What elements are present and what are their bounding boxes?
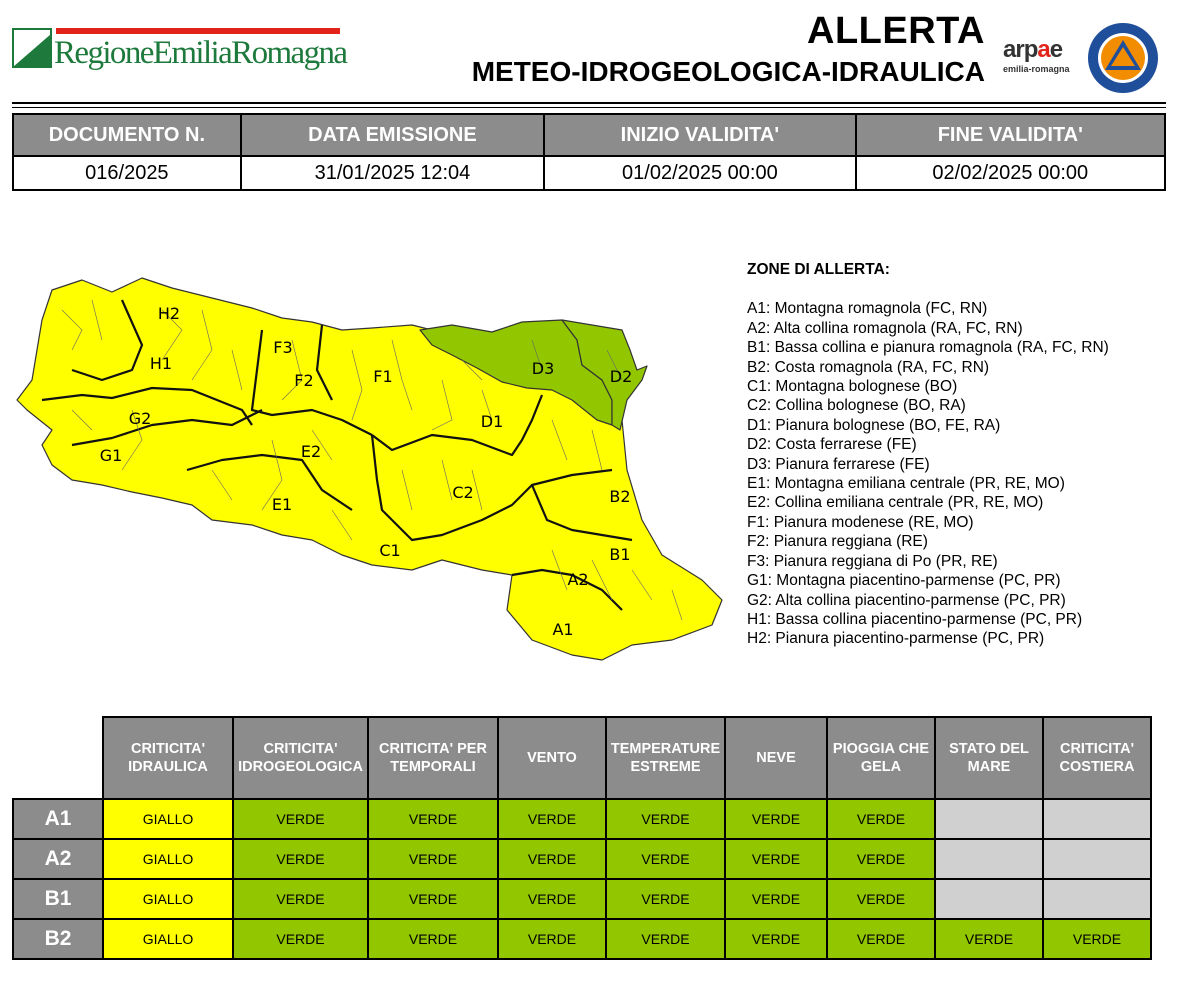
zone-label-g1: G1 — [99, 446, 123, 465]
zone-label-a1: A1 — [552, 620, 574, 639]
risk-header-blank — [13, 717, 103, 799]
zone-label-e2: E2 — [300, 442, 322, 461]
risk-level-cell: VERDE — [498, 839, 606, 879]
risk-level-cell: GIALLO — [103, 799, 233, 839]
document-number: 016/2025 — [13, 156, 241, 190]
risk-level-cell: VERDE — [935, 919, 1043, 959]
legend-item: C2: Collina bolognese (BO, RA) — [747, 397, 966, 415]
logo-wordmark: RegioneEmiliaRomagna — [54, 35, 347, 71]
emission-date: 31/01/2025 12:04 — [241, 156, 544, 190]
legend-item: D1: Pianura bolognese (BO, FE, RA) — [747, 416, 1001, 434]
legend-item: D2: Costa ferrarese (FE) — [747, 436, 917, 454]
risk-level-cell: VERDE — [368, 919, 498, 959]
risk-level-cell: GIALLO — [103, 919, 233, 959]
info-header-cell: FINE VALIDITA' — [856, 114, 1165, 156]
risk-level-cell: VERDE — [498, 919, 606, 959]
arpae-wordmark: arpae — [1003, 36, 1063, 63]
zone-label-f2: F2 — [294, 371, 314, 390]
legend-item: F2: Pianura reggiana (RE) — [747, 533, 928, 551]
legend-item: A2: Alta collina romagnola (RA, FC, RN) — [747, 319, 1023, 337]
risk-level-cell: VERDE — [1043, 919, 1151, 959]
legend-item: B1: Bassa collina e pianura romagnola (RA, FC, RN) — [747, 339, 1109, 357]
risk-level-cell — [1043, 839, 1151, 879]
zone-label-d3: D3 — [531, 359, 555, 378]
legend-item: G1: Montagna piacentino-parmense (PC, PR) — [747, 572, 1061, 590]
zone-label-a2: A2 — [567, 570, 589, 589]
legend-item: H1: Bassa collina piacentino-parmense (PC, PR) — [747, 610, 1083, 628]
legend-item: F3: Pianura reggiana di Po (PR, RE) — [747, 552, 998, 570]
risk-row-a2 — [13, 839, 1151, 879]
arpae-subtitle: emilia-romagna — [1003, 64, 1070, 74]
risk-level-cell: VERDE — [725, 799, 827, 839]
risk-zone-label: B1 — [13, 879, 103, 919]
risk-zone-label: B2 — [13, 919, 103, 959]
page-subtitle: METEO-IDROGEOLOGICA-IDRAULICA — [471, 56, 985, 87]
risk-level-cell: VERDE — [606, 799, 725, 839]
legend-item: E1: Montagna emiliana centrale (PR, RE, MO) — [747, 475, 1065, 493]
info-value-row — [13, 156, 1165, 190]
risk-level-cell: VERDE — [498, 879, 606, 919]
risk-header-row — [13, 717, 1151, 799]
risk-column-header: TEMPERATURE ESTREME — [606, 717, 725, 799]
zone-label-b2: B2 — [609, 487, 631, 506]
risk-column-header: CRITICITA' IDROGEOLOGICA — [233, 717, 368, 799]
zone-label-b1: B1 — [609, 545, 631, 564]
legend-item: B2: Costa romagnola (RA, FC, RN) — [747, 358, 990, 376]
risk-level-cell: VERDE — [368, 839, 498, 879]
alert-zones-map — [12, 270, 727, 665]
protezione-civile-logo — [1087, 22, 1159, 94]
arpae-logo — [1003, 38, 1083, 78]
risk-row-a1 — [13, 799, 1151, 839]
info-header-cell: DATA EMISSIONE — [241, 114, 544, 156]
risk-column-header: PIOGGIA CHE GELA — [827, 717, 935, 799]
zone-label-d2: D2 — [609, 367, 633, 386]
info-header-cell: DOCUMENTO N. — [13, 114, 241, 156]
zone-label-f3: F3 — [273, 338, 293, 357]
risk-zone-label: A1 — [13, 799, 103, 839]
risk-level-cell: VERDE — [233, 919, 368, 959]
risk-row-b1 — [13, 879, 1151, 919]
risk-level-cell: VERDE — [725, 839, 827, 879]
zone-label-c1: C1 — [379, 541, 401, 560]
risk-level-cell: VERDE — [606, 919, 725, 959]
risk-level-cell: VERDE — [233, 799, 368, 839]
zone-label-h1: H1 — [149, 354, 173, 373]
risk-level-cell: VERDE — [827, 799, 935, 839]
validity-start: 01/02/2025 00:00 — [544, 156, 855, 190]
risk-row-b2 — [13, 919, 1151, 959]
risk-level-cell — [935, 879, 1043, 919]
risk-level-cell: VERDE — [827, 919, 935, 959]
risk-level-cell: VERDE — [606, 839, 725, 879]
risk-level-cell: VERDE — [233, 839, 368, 879]
risk-level-cell: VERDE — [827, 839, 935, 879]
document-info-table — [12, 113, 1166, 191]
legend-title: ZONE DI ALLERTA: — [747, 261, 890, 278]
risk-column-header: VENTO — [498, 717, 606, 799]
risk-level-cell: VERDE — [725, 879, 827, 919]
risk-level-cell: VERDE — [368, 799, 498, 839]
legend-item: G2: Alta collina piacentino-parmense (PC, PR) — [747, 591, 1066, 609]
risk-level-table — [12, 716, 1152, 960]
legend-item: F1: Pianura modenese (RE, MO) — [747, 513, 974, 531]
header-rule-bottom — [12, 107, 1166, 108]
legend-item: A1: Montagna romagnola (FC, RN) — [747, 300, 988, 318]
risk-level-cell: VERDE — [725, 919, 827, 959]
zone-legend — [747, 260, 1109, 649]
regione-emilia-romagna-logo — [12, 28, 347, 72]
info-header-row — [13, 114, 1165, 156]
risk-level-cell: VERDE — [233, 879, 368, 919]
risk-column-header: CRITICITA' IDRAULICA — [103, 717, 233, 799]
zone-label-h2: H2 — [157, 304, 181, 323]
risk-level-cell: VERDE — [368, 879, 498, 919]
risk-column-header: CRITICITA' COSTIERA — [1043, 717, 1151, 799]
zone-label-c2: C2 — [452, 483, 474, 502]
risk-level-cell — [935, 799, 1043, 839]
risk-level-cell: VERDE — [606, 879, 725, 919]
header-rule-top — [12, 102, 1166, 104]
zone-label-g2: G2 — [128, 409, 152, 428]
risk-level-cell: VERDE — [827, 879, 935, 919]
legend-item: H2: Pianura piacentino-parmense (PC, PR) — [747, 630, 1045, 648]
region-mark-icon — [12, 28, 52, 68]
info-header-cell: INIZIO VALIDITA' — [544, 114, 855, 156]
risk-column-header: CRITICITA' PER TEMPORALI — [368, 717, 498, 799]
page-title: ALLERTA — [807, 10, 985, 52]
legend-item: D3: Pianura ferrarese (FE) — [747, 455, 930, 473]
risk-level-cell: GIALLO — [103, 879, 233, 919]
zone-label-e1: E1 — [271, 495, 293, 514]
legend-item: C1: Montagna bolognese (BO) — [747, 378, 958, 396]
risk-column-header: STATO DEL MARE — [935, 717, 1043, 799]
risk-level-cell — [935, 839, 1043, 879]
zone-label-f1: F1 — [373, 367, 393, 386]
legend-item: E2: Collina emiliana centrale (PR, RE, MO) — [747, 494, 1044, 512]
risk-level-cell: VERDE — [498, 799, 606, 839]
risk-level-cell: GIALLO — [103, 839, 233, 879]
logo-red-bar — [56, 28, 340, 34]
zone-label-d1: D1 — [480, 412, 504, 431]
risk-column-header: NEVE — [725, 717, 827, 799]
risk-level-cell — [1043, 799, 1151, 839]
risk-level-cell — [1043, 879, 1151, 919]
risk-zone-label: A2 — [13, 839, 103, 879]
validity-end: 02/02/2025 00:00 — [856, 156, 1165, 190]
